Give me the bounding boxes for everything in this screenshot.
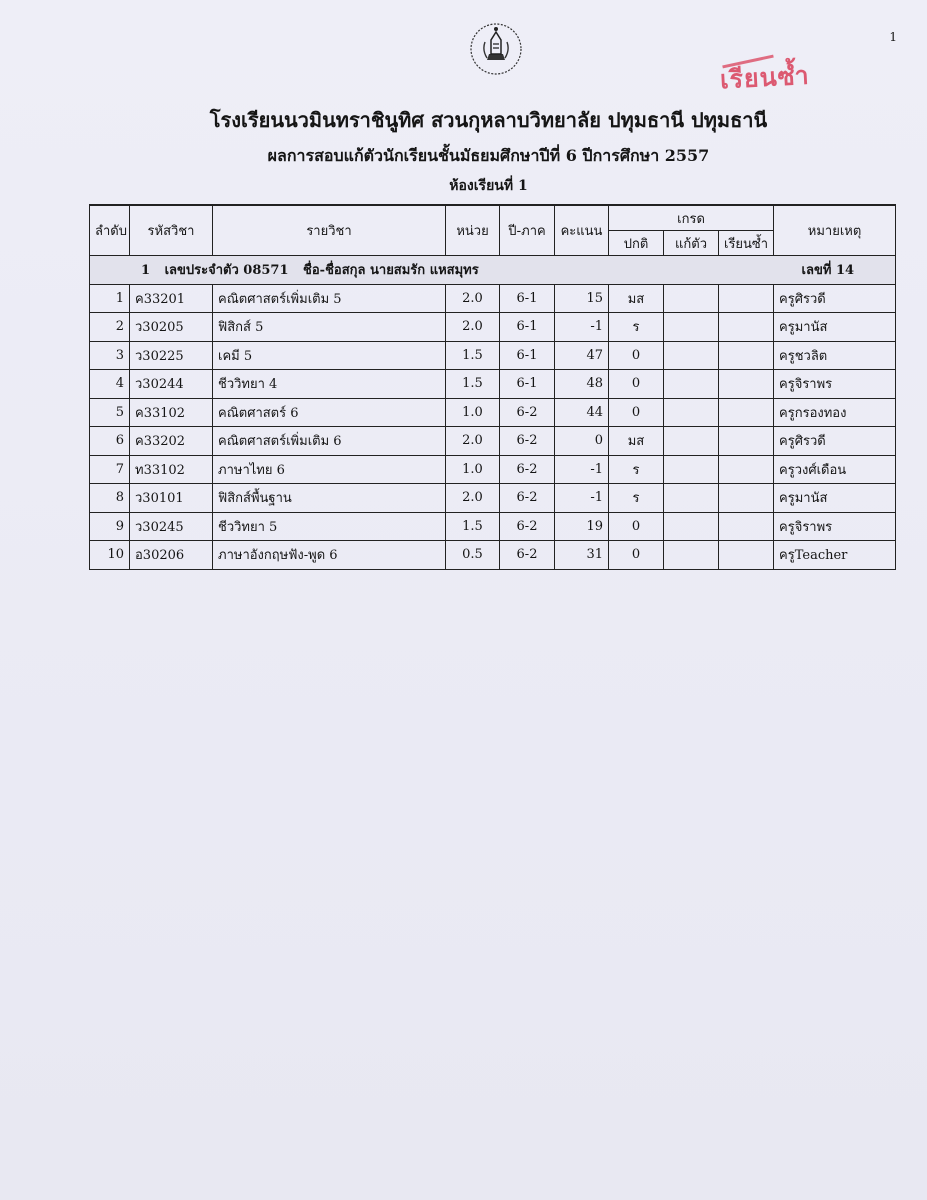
table-row	[90, 512, 896, 541]
cell-grade-normal: 0	[609, 541, 664, 570]
cell-code: ว30245	[130, 512, 213, 541]
cell-score: 48	[555, 370, 609, 399]
cell-order: 8	[90, 484, 130, 513]
cell-subject: คณิตศาสตร์ 6	[213, 398, 446, 427]
cell-remark: ครูชวลิต	[774, 341, 896, 370]
cell-grade-retest	[664, 341, 719, 370]
cell-subject: คณิตศาสตร์เพิ่มเติม 6	[213, 427, 446, 456]
cell-grade-repeat	[719, 427, 774, 456]
cell-grade-normal: มส	[609, 427, 664, 456]
table-row	[90, 484, 896, 513]
cell-grade-retest	[664, 512, 719, 541]
cell-remark: ครูTeacher	[774, 541, 896, 570]
cell-grade-retest	[664, 398, 719, 427]
school-emblem-icon	[467, 20, 525, 76]
cell-grade-repeat	[719, 370, 774, 399]
cell-grade-normal: ร	[609, 484, 664, 513]
cell-subject: ภาษาอังกฤษฟัง-พูด 6	[213, 541, 446, 570]
repeat-class-stamp: เรียนซ้ำ	[719, 60, 811, 95]
cell-credit: 1.5	[446, 341, 500, 370]
table-header-row	[90, 205, 896, 231]
cell-term: 6-2	[500, 398, 555, 427]
cell-credit: 1.5	[446, 512, 500, 541]
cell-term: 6-2	[500, 427, 555, 456]
student-name: ชื่อ-ชื่อสกุล นายสมรัก แหสมุทร	[303, 263, 479, 279]
cell-score: -1	[555, 455, 609, 484]
cell-order: 9	[90, 512, 130, 541]
student-number: เลขที่ 14	[801, 263, 855, 279]
cell-order: 6	[90, 427, 130, 456]
col-order-header: ลำดับ	[90, 205, 130, 256]
cell-subject: ฟิสิกส์พื้นฐาน	[213, 484, 446, 513]
cell-grade-normal: ร	[609, 313, 664, 342]
col-term-header: ปี-ภาค	[500, 205, 555, 256]
cell-code: ว30101	[130, 484, 213, 513]
cell-grade-repeat	[719, 541, 774, 570]
cell-order: 5	[90, 398, 130, 427]
cell-score: 31	[555, 541, 609, 570]
cell-grade-repeat	[719, 341, 774, 370]
cell-grade-retest	[664, 370, 719, 399]
cell-order: 4	[90, 370, 130, 399]
cell-credit: 1.0	[446, 398, 500, 427]
cell-remark: ครูศิรวดี	[774, 284, 896, 313]
cell-grade-repeat	[719, 398, 774, 427]
table-row	[90, 427, 896, 456]
cell-code: อ30206	[130, 541, 213, 570]
cell-subject: ฟิสิกส์ 5	[213, 313, 446, 342]
cell-term: 6-2	[500, 512, 555, 541]
table-row	[90, 313, 896, 342]
col-grade-retest-header: แก้ตัว	[664, 231, 719, 256]
col-grade-repeat-header: เรียนซ้ำ	[719, 231, 774, 256]
cell-grade-repeat	[719, 313, 774, 342]
page-number: 1	[889, 30, 897, 44]
cell-subject: ชีววิทยา 5	[213, 512, 446, 541]
cell-credit: 1.5	[446, 370, 500, 399]
cell-term: 6-1	[500, 341, 555, 370]
cell-remark: ครูมานัส	[774, 313, 896, 342]
cell-term: 6-2	[500, 484, 555, 513]
student-info-row	[90, 256, 896, 285]
room-label: ห้องเรียนที่ 1	[449, 178, 528, 194]
cell-score: 15	[555, 284, 609, 313]
cell-term: 6-2	[500, 455, 555, 484]
table-row	[90, 541, 896, 570]
cell-code: ค33201	[130, 284, 213, 313]
cell-credit: 2.0	[446, 427, 500, 456]
cell-remark: ครูจิราพร	[774, 370, 896, 399]
cell-term: 6-2	[500, 541, 555, 570]
cell-grade-normal: ร	[609, 455, 664, 484]
cell-score: 44	[555, 398, 609, 427]
cell-remark: ครูมานัส	[774, 484, 896, 513]
cell-remark: ครูกรองทอง	[774, 398, 896, 427]
col-remark-header: หมายเหตุ	[774, 205, 896, 256]
cell-subject: ชีววิทยา 4	[213, 370, 446, 399]
cell-code: ค33102	[130, 398, 213, 427]
cell-credit: 1.0	[446, 455, 500, 484]
cell-grade-normal: 0	[609, 398, 664, 427]
cell-remark: ครูวงศ์เดือน	[774, 455, 896, 484]
cell-score: -1	[555, 313, 609, 342]
cell-grade-normal: 0	[609, 341, 664, 370]
cell-credit: 2.0	[446, 484, 500, 513]
table-row	[90, 341, 896, 370]
cell-order: 3	[90, 341, 130, 370]
cell-code: ท33102	[130, 455, 213, 484]
table-row	[90, 370, 896, 399]
cell-credit: 2.0	[446, 284, 500, 313]
cell-code: ว30205	[130, 313, 213, 342]
cell-grade-retest	[664, 313, 719, 342]
col-code-header: รหัสวิชา	[130, 205, 213, 256]
cell-code: ว30225	[130, 341, 213, 370]
cell-grade-repeat	[719, 284, 774, 313]
col-subject-header: รายวิชา	[213, 205, 446, 256]
table-row	[90, 455, 896, 484]
cell-credit: 2.0	[446, 313, 500, 342]
cell-score: -1	[555, 484, 609, 513]
cell-credit: 0.5	[446, 541, 500, 570]
cell-term: 6-1	[500, 370, 555, 399]
col-credit-header: หน่วย	[446, 205, 500, 256]
cell-term: 6-1	[500, 284, 555, 313]
cell-code: ค33202	[130, 427, 213, 456]
grades-table	[89, 204, 896, 570]
student-id: เลขประจำตัว 08571	[164, 263, 289, 279]
school-title: โรงเรียนนวมินทราชินูทิศ สวนกุหลาบวิทยาลัย ปทุมธานี ปทุมธานี	[209, 108, 768, 132]
report-subtitle: ผลการสอบแก้ตัวนักเรียนชั้นมัธยมศึกษาปีที่ 6 ปีการศึกษา 2557	[267, 146, 710, 165]
cell-code: ว30244	[130, 370, 213, 399]
cell-grade-normal: มส	[609, 284, 664, 313]
cell-order: 1	[90, 284, 130, 313]
cell-score: 0	[555, 427, 609, 456]
cell-order: 10	[90, 541, 130, 570]
cell-grade-retest	[664, 427, 719, 456]
cell-remark: ครูศิรวดี	[774, 427, 896, 456]
cell-score: 47	[555, 341, 609, 370]
cell-subject: คณิตศาสตร์เพิ่มเติม 5	[213, 284, 446, 313]
cell-term: 6-1	[500, 313, 555, 342]
cell-grade-retest	[664, 484, 719, 513]
cell-order: 2	[90, 313, 130, 342]
cell-grade-normal: 0	[609, 370, 664, 399]
cell-grade-retest	[664, 541, 719, 570]
cell-remark: ครูจิราพร	[774, 512, 896, 541]
cell-order: 7	[90, 455, 130, 484]
cell-grade-retest	[664, 284, 719, 313]
cell-grade-repeat	[719, 512, 774, 541]
cell-grade-repeat	[719, 484, 774, 513]
table-row	[90, 284, 896, 313]
cell-grade-retest	[664, 455, 719, 484]
cell-score: 19	[555, 512, 609, 541]
cell-subject: ภาษาไทย 6	[213, 455, 446, 484]
table-row	[90, 398, 896, 427]
student-index: 1	[141, 263, 151, 279]
col-grade-header: เกรด	[609, 205, 774, 231]
cell-grade-repeat	[719, 455, 774, 484]
cell-subject: เคมี 5	[213, 341, 446, 370]
col-score-header: คะแนน	[555, 205, 609, 256]
cell-grade-normal: 0	[609, 512, 664, 541]
col-grade-normal-header: ปกติ	[609, 231, 664, 256]
